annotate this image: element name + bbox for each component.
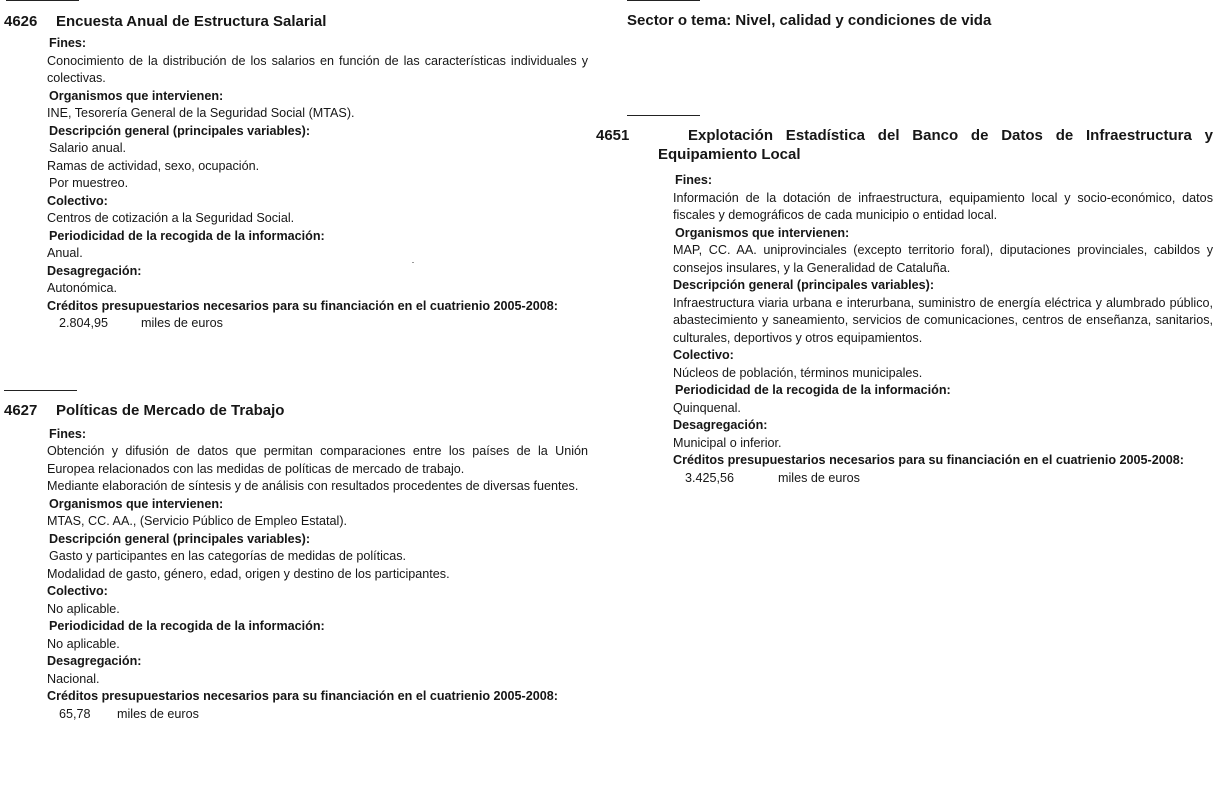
label-descripcion: Descripción general (principales variables): <box>673 278 935 292</box>
descripcion-text: Por muestreo. <box>49 176 129 190</box>
entry-body <box>47 426 588 724</box>
colectivo-text: Núcleos de población, términos municipales. <box>673 365 923 380</box>
sector-title: Sector o tema: Nivel, calidad y condiciones de vida <box>627 12 992 29</box>
label-creditos: Créditos presupuestarios necesarios para su financiación en el cuatrienio 2005-2008: <box>47 689 558 703</box>
entry-4626 <box>4 12 588 333</box>
desagregacion-text: Municipal o inferior. <box>673 435 782 450</box>
fines-text: Mediante elaboración de síntesis y de análisis con resultados procedentes de diversas fuentes. <box>47 479 579 493</box>
label-periodicidad: Periodicidad de la recogida de la información: <box>49 228 325 243</box>
creditos-amount <box>685 470 1213 488</box>
label-colectivo: Colectivo: <box>47 584 108 598</box>
entry-body <box>673 172 1213 487</box>
descripcion-text: Ramas de actividad, sexo, ocupación. <box>47 158 260 173</box>
amount-value: 65,78 <box>59 706 91 721</box>
entry-rule <box>627 115 700 116</box>
desagregacion-text: Autonómica. <box>47 281 118 295</box>
top-rule <box>6 0 79 1</box>
entry-title: Políticas de Mercado de Trabajo <box>56 401 285 419</box>
desagregacion-text: Nacional. <box>47 671 100 686</box>
entry-4627 <box>4 401 588 724</box>
organismos-text: MAP, CC. AA. uniprovinciales (excepto territorio foral), diputaciones provinciales, cabildos y consejos insulares, y la Generalidad de Cataluña. <box>673 243 1213 275</box>
entry-number: 4626 <box>4 13 38 30</box>
entry-rule <box>4 390 77 391</box>
label-descripcion: Descripción general (principales variables): <box>49 531 311 546</box>
entry-heading <box>4 401 588 420</box>
label-colectivo: Colectivo: <box>47 193 108 208</box>
colectivo-text: Centros de cotización a la Seguridad Social. <box>47 211 295 225</box>
colectivo-text: No aplicable. <box>47 601 120 616</box>
scan-speck <box>412 262 414 263</box>
entry-heading <box>596 126 1213 164</box>
label-creditos: Créditos presupuestarios necesarios para su financiación en el cuatrienio 2005-2008: <box>673 453 1184 467</box>
label-fines: Fines: <box>49 36 87 50</box>
descripcion-text: Salario anual. <box>49 141 127 155</box>
entry-title: Explotación Estadística del Banco de Datos de Infraestructura y Equipamiento Local <box>658 127 1213 163</box>
left-column <box>4 0 588 723</box>
amount-unit: miles de euros <box>117 706 199 721</box>
entry-heading <box>4 12 588 31</box>
label-desagregacion: Desagregación: <box>673 418 768 432</box>
periodicidad-text: No aplicable. <box>47 636 120 651</box>
label-fines: Fines: <box>49 426 87 441</box>
organismos-text: INE, Tesorería General de la Seguridad Social (MTAS). <box>47 106 355 120</box>
entry-title: Encuesta Anual de Estructura Salarial <box>56 13 327 30</box>
label-periodicidad: Periodicidad de la recogida de la información: <box>49 619 325 633</box>
label-organismos: Organismos que intervienen: <box>49 496 224 511</box>
periodicidad-text: Anual. <box>47 246 83 260</box>
fines-text: Información de la dotación de infraestructura, equipamiento local y socio-económico, datos fiscales y demográficos de cada municipio o entidad local. <box>673 190 1213 222</box>
right-column <box>596 0 1213 487</box>
organismos-text: MTAS, CC. AA., (Servicio Público de Empleo Estatal). <box>47 514 348 528</box>
label-creditos: Créditos presupuestarios necesarios para su financiación en el cuatrienio 2005-2008: <box>47 298 558 313</box>
fines-text: Conocimiento de la distribución de los salarios en función de las características individuales y colectivas. <box>47 53 588 85</box>
descripcion-text: Infraestructura viaria urbana e interurbana, suministro de energía eléctrica y alumbrado público, abastecimiento y saneamiento, servicios de comunicaciones, centros de enseñanza, sanitarios, culturales, deportivos y otros equipamientos. <box>673 295 1213 345</box>
creditos-amount <box>59 315 588 333</box>
label-desagregacion: Desagregación: <box>47 654 142 668</box>
entry-number: 4651 <box>596 127 630 144</box>
fines-text: Obtención y difusión de datos que permitan comparaciones entre los países de la Unión Europea relacionados con las medidas de políticas de mercado de trabajo. <box>47 444 588 476</box>
label-organismos: Organismos que intervienen: <box>675 225 850 240</box>
descripcion-text: Gasto y participantes en las categorías de medidas de políticas. <box>49 549 407 563</box>
label-organismos: Organismos que intervienen: <box>49 88 224 103</box>
entry-number: 4627 <box>4 401 38 419</box>
label-descripcion: Descripción general (principales variables): <box>49 123 311 138</box>
amount-unit: miles de euros <box>778 470 860 485</box>
label-desagregacion: Desagregación: <box>47 263 142 278</box>
entry-4651 <box>596 126 1213 487</box>
entry-body <box>47 35 588 333</box>
top-rule <box>627 0 700 1</box>
amount-value: 3.425,56 <box>685 470 735 485</box>
creditos-amount <box>59 706 588 724</box>
label-fines: Fines: <box>675 173 713 187</box>
label-colectivo: Colectivo: <box>673 348 734 362</box>
amount-unit: miles de euros <box>141 316 223 330</box>
amount-value: 2.804,95 <box>59 316 109 330</box>
descripcion-text: Modalidad de gasto, género, edad, origen y destino de los participantes. <box>47 566 450 581</box>
label-periodicidad: Periodicidad de la recogida de la información: <box>675 383 951 397</box>
periodicidad-text: Quinquenal. <box>673 400 741 415</box>
